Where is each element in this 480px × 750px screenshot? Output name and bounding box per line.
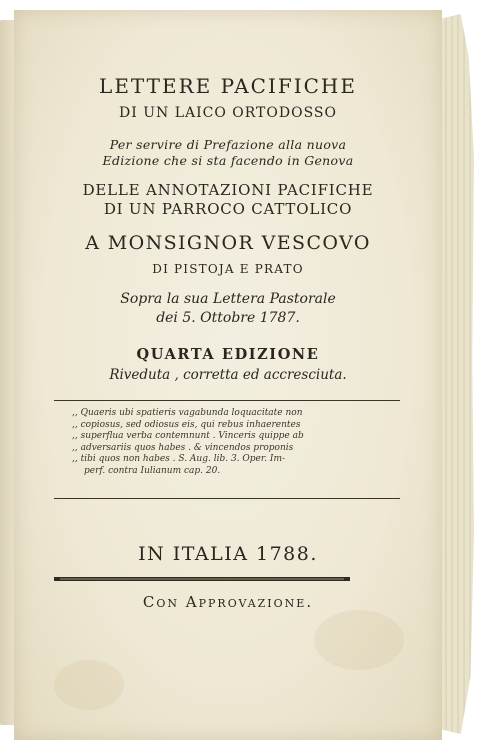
book-subtitle: DI UN LAICO ORTODOSSO	[119, 105, 337, 121]
paper-stain	[54, 660, 124, 710]
letter-line-1: Sopra la sua Lettera Pastorale	[120, 291, 336, 307]
paper-stain	[314, 610, 404, 670]
edition-statement: QUARTA EDIZIONE	[136, 346, 320, 363]
revision-statement: Riveduta , corretta ed accresciuta.	[109, 367, 347, 383]
quote-line: ,, superflua verba contemnunt . Vinceris quippe ab	[72, 431, 304, 442]
work-title-line-2: DI UN PARROCO CATTOLICO	[103, 200, 353, 218]
quote-line: ,, tibi quos non habes . S. Aug. lib. 3. Oper. Im-	[72, 454, 286, 465]
addressee: A MONSIGNOR VESCOVO	[85, 232, 371, 254]
quote-line: ,, copiosus, sed odiosus eis, qui rebus inhaerentes	[72, 419, 301, 430]
title-page	[14, 10, 442, 740]
imprint-place-date: IN ITALIA 1788.	[138, 543, 318, 565]
letter-line-2: dei 5. Ottobre 1787.	[156, 310, 300, 326]
purpose-line-1: Per servire di Prefazione alla nuova	[109, 137, 347, 152]
purpose-line-2: Edizione che si sta facendo in Genova	[102, 153, 354, 168]
approval-statement: Con Approvazione.	[142, 593, 314, 611]
quote-line: ,, Quaeris ubi spatieris vagabunda loquacitate non	[72, 408, 303, 418]
book-title: LETTERE PACIFICHE	[99, 74, 357, 98]
ornament-rule	[54, 576, 350, 582]
diocese: DI PISTOJA E PRATO	[152, 262, 304, 276]
epigraph-quote	[72, 408, 392, 478]
work-title-line-1: DELLE ANNOTAZIONI PACIFICHE	[82, 181, 374, 199]
rule-bottom	[54, 498, 400, 499]
quote-line: ,, adversariis quos habes . & vincendos proponis	[72, 442, 294, 453]
quote-line: perf. contra Iulianum cap. 20.	[84, 465, 221, 476]
rule-top	[54, 400, 400, 401]
